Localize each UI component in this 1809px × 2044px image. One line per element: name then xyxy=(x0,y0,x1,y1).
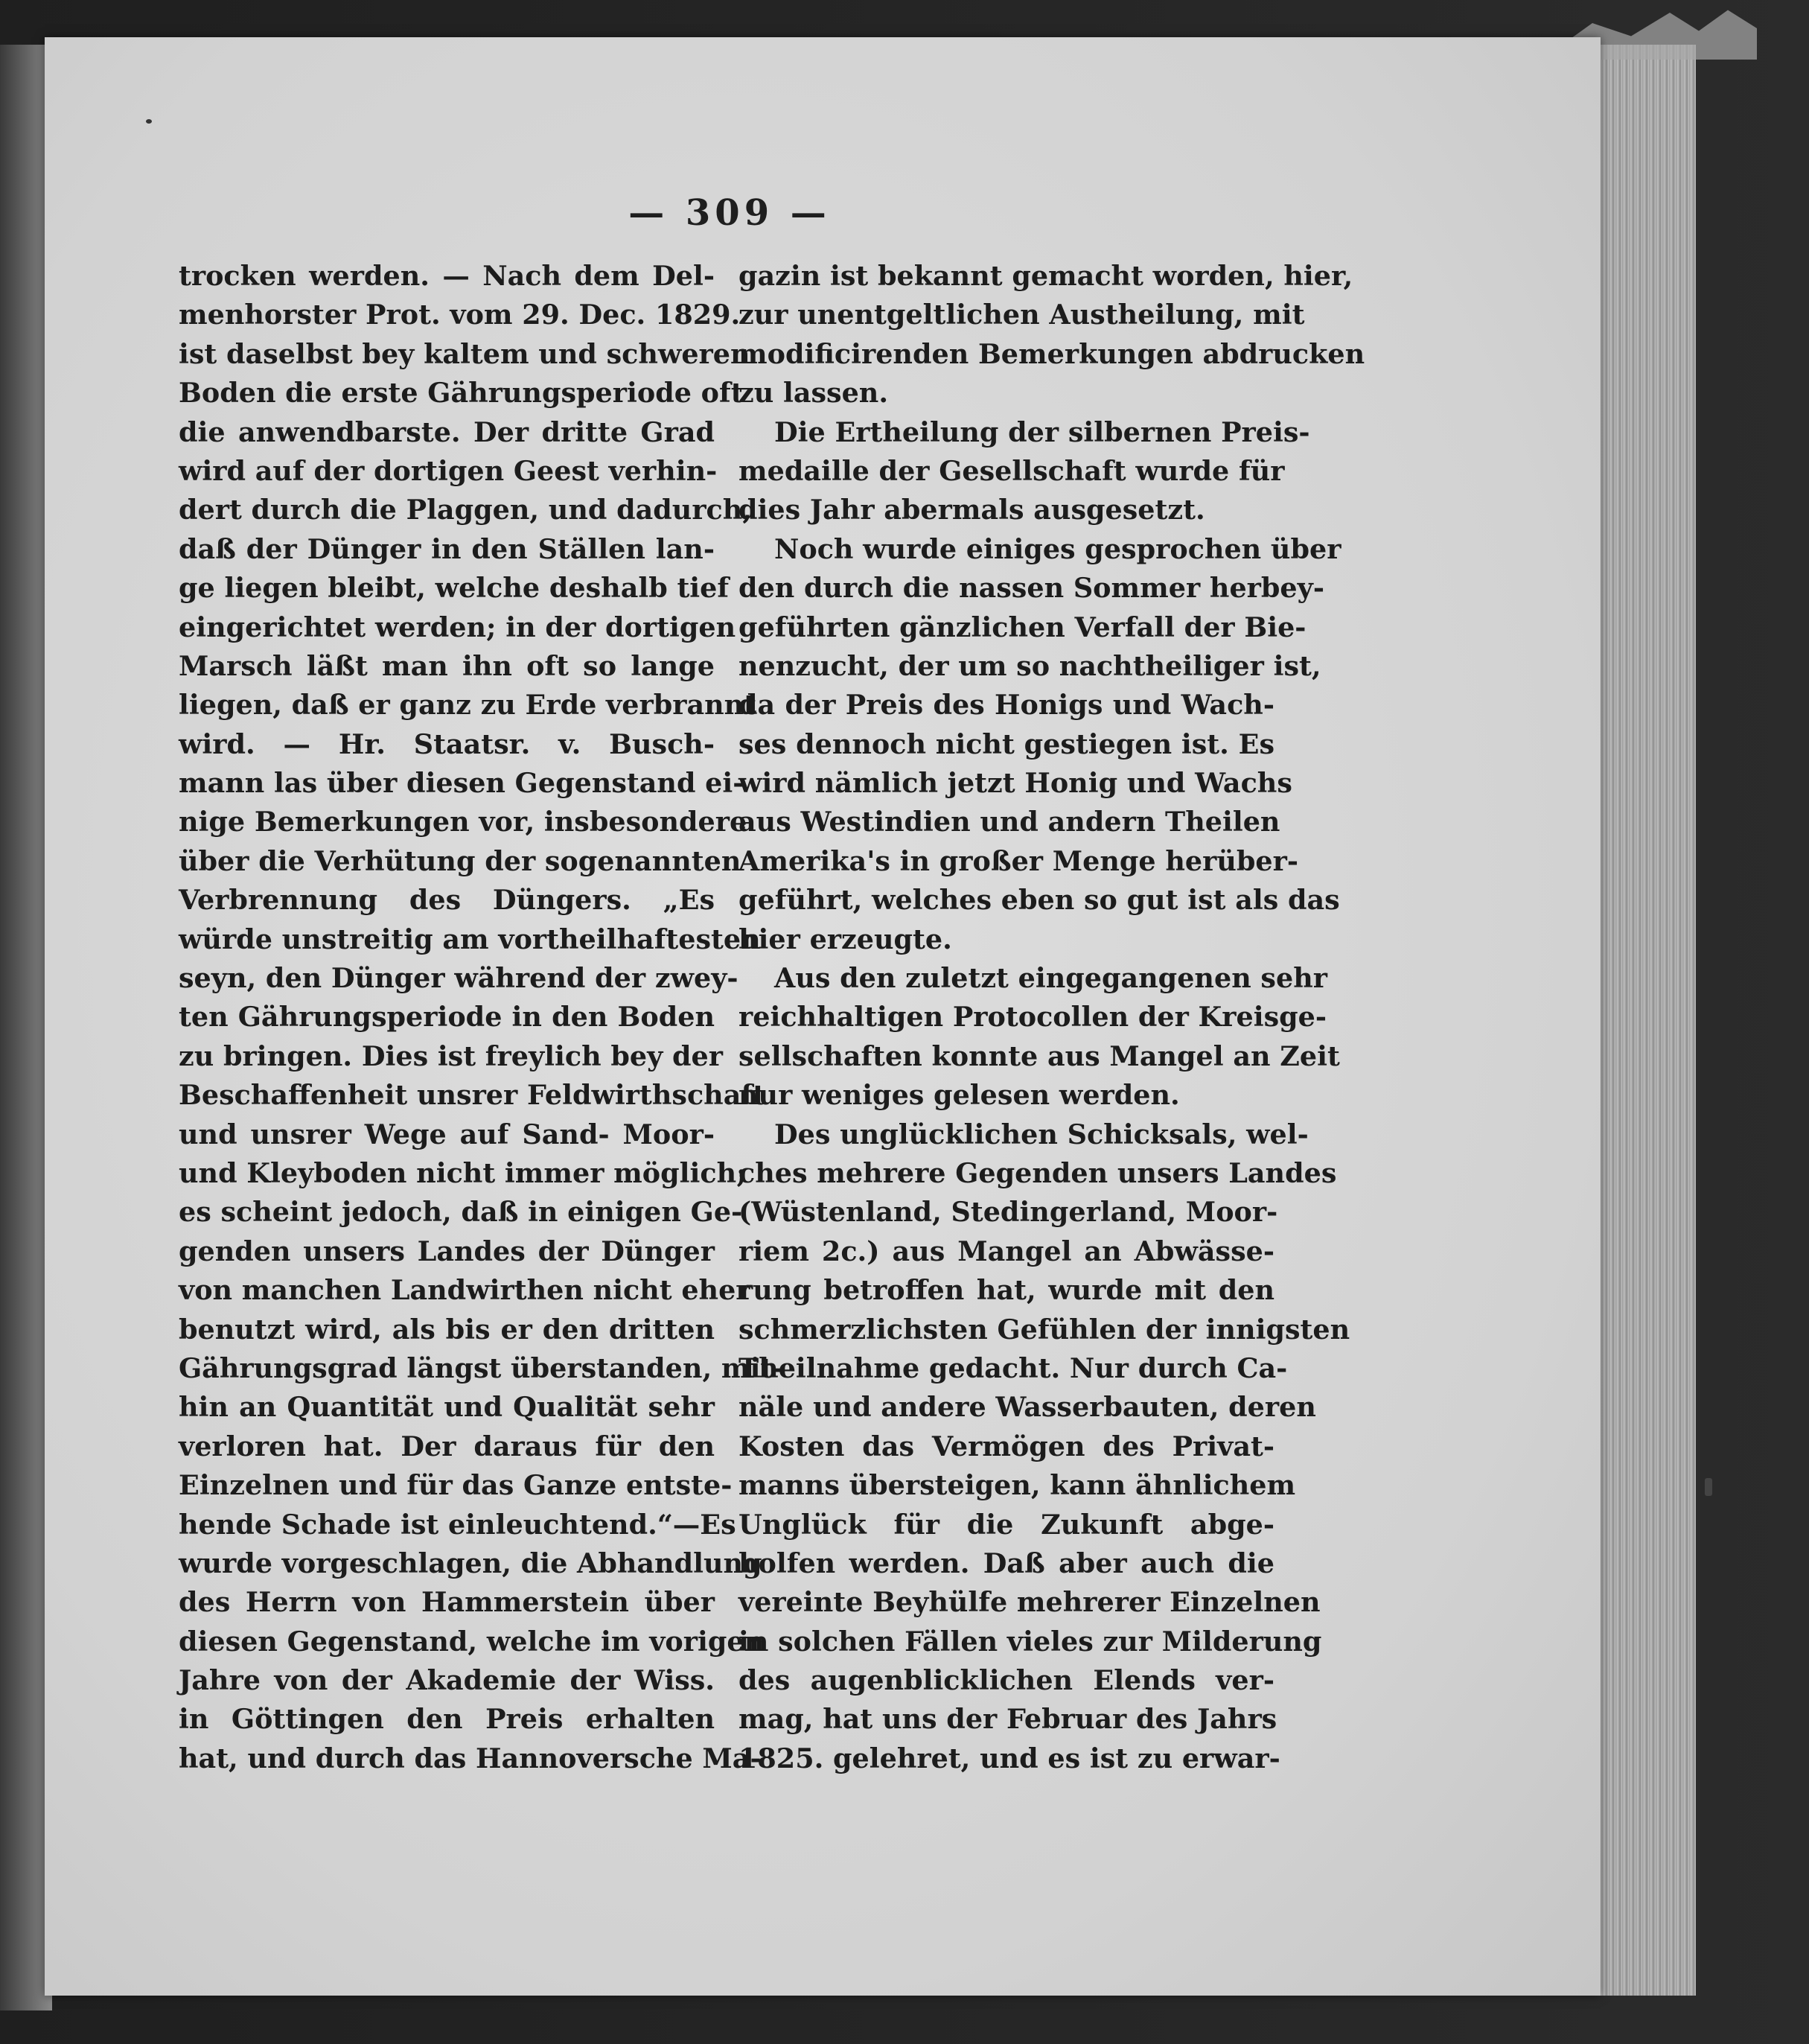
right-column-line: riem 2c.) aus Mangel an Abwässe- xyxy=(738,1235,1274,1267)
left-column-line: wird. — Hr. Staatsr. v. Busch- xyxy=(179,728,715,760)
right-column-line: sellschaften konnte aus Mangel an Zeit xyxy=(738,1039,1340,1072)
right-column-line: aus Westindien und andern Theilen xyxy=(738,806,1280,838)
right-column-line: (Wüstenland, Stedingerland, Moor- xyxy=(738,1196,1278,1229)
left-column-line: eingerichtet werden; in der dortigen xyxy=(179,611,736,643)
left-text-column xyxy=(179,257,785,1778)
left-column-line: es scheint jedoch, daß in einigen Ge- xyxy=(179,1196,743,1229)
left-column-line: von manchen Landwirthen nicht eher xyxy=(179,1274,750,1307)
right-column-line: medaille der Gesellschaft wurde für xyxy=(738,454,1285,487)
right-column-line: 1825. gelehret, und es ist zu erwar- xyxy=(738,1742,1280,1774)
right-column-line: in solchen Fällen vieles zur Milderung xyxy=(738,1625,1322,1658)
left-column-line: würde unstreitig am vortheilhaftesten xyxy=(179,923,761,955)
right-column-line: manns übersteigen, kann ähnlichem xyxy=(738,1469,1296,1502)
left-column-line: ist daselbst bey kaltem und schweren xyxy=(179,337,750,370)
right-column-line: Die Ertheilung der silbernen Preis- xyxy=(774,416,1310,448)
left-column-line: ten Gährungsperiode in den Boden xyxy=(179,1001,715,1034)
right-column-line: wird nämlich jetzt Honig und Wachs xyxy=(738,767,1292,800)
left-column-line: in Göttingen den Preis erhalten xyxy=(179,1703,715,1736)
right-column-line: Amerika's in großer Menge herüber- xyxy=(738,844,1298,877)
left-column-line: genden unsers Landes der Dünger xyxy=(179,1235,715,1267)
right-column-line: zur unentgeltlichen Austheilung, mit xyxy=(738,299,1305,331)
left-column-line: Jahre von der Akademie der Wiss. xyxy=(179,1664,715,1697)
left-column-line: mann las über diesen Gegenstand ei- xyxy=(179,767,744,800)
right-column-line: nur weniges gelesen werden. xyxy=(738,1079,1180,1112)
left-column-line: zu bringen. Dies ist freylich bey der xyxy=(179,1039,723,1072)
right-column-line: Noch wurde einiges gesprochen über xyxy=(774,532,1341,565)
right-column-line: gazin ist bekannt gemacht worden, hier, xyxy=(738,260,1353,292)
right-column-line: modificirenden Bemerkungen abdrucken xyxy=(738,337,1365,370)
left-column-line: hat, und durch das Hannoversche Ma- xyxy=(179,1742,762,1774)
left-column-line: dert durch die Plaggen, und dadurch, xyxy=(179,494,753,526)
margin-mark xyxy=(1705,1478,1712,1496)
right-column-line: mag, hat uns der Februar des Jahrs xyxy=(738,1703,1277,1736)
left-column-line: ge liegen bleibt, welche deshalb tief xyxy=(179,572,730,605)
left-column-line: verloren hat. Der daraus für den xyxy=(179,1430,715,1462)
left-column-line: menhorster Prot. vom 29. Dec. 1829. xyxy=(179,299,741,331)
left-column-line: trocken werden. — Nach dem Del- xyxy=(179,260,715,292)
left-column-line: hende Schade ist einleuchtend.“—Es xyxy=(179,1508,736,1541)
left-column-line: des Herrn von Hammerstein über xyxy=(179,1586,715,1619)
page-stack-edges xyxy=(1593,45,1696,1996)
right-column-line: Kosten das Vermögen des Privat- xyxy=(738,1430,1274,1462)
right-column-line: zu lassen. xyxy=(738,377,889,410)
right-column-line: Unglück für die Zukunft abge- xyxy=(738,1508,1274,1541)
right-column-line: Aus den zuletzt eingegangenen sehr xyxy=(774,962,1327,995)
right-column-line: reichhaltigen Protocollen der Kreisge- xyxy=(738,1001,1327,1034)
left-column-line: hin an Quantität und Qualität sehr xyxy=(179,1391,715,1424)
right-column-line: da der Preis des Honigs und Wach- xyxy=(738,689,1274,722)
left-column-line: seyn, den Dünger während der zwey- xyxy=(179,962,738,995)
left-column-line: Einzelnen und für das Ganze entste- xyxy=(179,1469,733,1502)
right-column-line: ses dennoch nicht gestiegen ist. Es xyxy=(738,728,1274,760)
right-column-line: vereinte Beyhülfe mehrerer Einzelnen xyxy=(738,1586,1321,1619)
left-column-line: diesen Gegenstand, welche im vorigen xyxy=(179,1625,765,1658)
right-column-line: nenzucht, der um so nachtheiliger ist, xyxy=(738,649,1321,682)
left-column-line: Gährungsgrad längst überstanden, mit- xyxy=(179,1351,785,1384)
right-column-line: Des unglücklichen Schicksals, wel- xyxy=(774,1118,1309,1150)
right-column-line: rung betroffen hat, wurde mit den xyxy=(738,1274,1274,1307)
right-column-line: holfen werden. Daß aber auch die xyxy=(738,1547,1274,1579)
right-column-line: des augenblicklichen Elends ver- xyxy=(738,1664,1274,1697)
right-column-line: Theilnahme gedacht. Nur durch Ca- xyxy=(738,1351,1288,1384)
left-column-line: Boden die erste Gährungsperiode oft xyxy=(179,377,744,410)
left-column-line: nige Bemerkungen vor, insbesondere xyxy=(179,806,747,838)
right-column-line: dies Jahr abermals ausgesetzt. xyxy=(738,494,1205,526)
right-column-line: geführt, welches eben so gut ist als das xyxy=(738,884,1340,917)
left-column-line: die anwendbarste. Der dritte Grad xyxy=(179,416,715,448)
left-column-line: daß der Dünger in den Ställen lan- xyxy=(179,532,715,565)
left-column-line: und unsrer Wege auf Sand- Moor- xyxy=(179,1118,715,1150)
left-column-line: wird auf der dortigen Geest verhin- xyxy=(179,454,718,487)
ink-speck xyxy=(146,119,152,124)
page-number-header: — 309 — xyxy=(628,192,831,234)
left-column-line: wurde vorgeschlagen, die Abhandlung xyxy=(179,1547,762,1579)
left-column-line: liegen, daß er ganz zu Erde verbrannt xyxy=(179,689,757,722)
right-text-column xyxy=(738,257,1365,1778)
left-column-line: Beschaffenheit unsrer Feldwirthschaft xyxy=(179,1079,765,1112)
left-column-line: über die Verhütung der sogenannten xyxy=(179,844,741,877)
left-column-line: Verbrennung des Düngers. „Es xyxy=(179,884,715,917)
right-column-line: den durch die nassen Sommer herbey- xyxy=(738,572,1325,605)
right-column-line: hier erzeugte. xyxy=(738,923,952,955)
right-column-line: näle und andere Wasserbauten, deren xyxy=(738,1391,1316,1424)
right-column-line: schmerzlichsten Gefühlen der innigsten xyxy=(738,1313,1350,1346)
right-column-line: geführten gänzlichen Verfall der Bie- xyxy=(738,611,1306,643)
left-column-line: Marsch läßt man ihn oft so lange xyxy=(179,649,715,682)
left-column-line: und Kleyboden nicht immer möglich; xyxy=(179,1156,747,1189)
left-column-line: benutzt wird, als bis er den dritten xyxy=(179,1313,715,1346)
right-column-line: ches mehrere Gegenden unsers Landes xyxy=(738,1156,1337,1189)
